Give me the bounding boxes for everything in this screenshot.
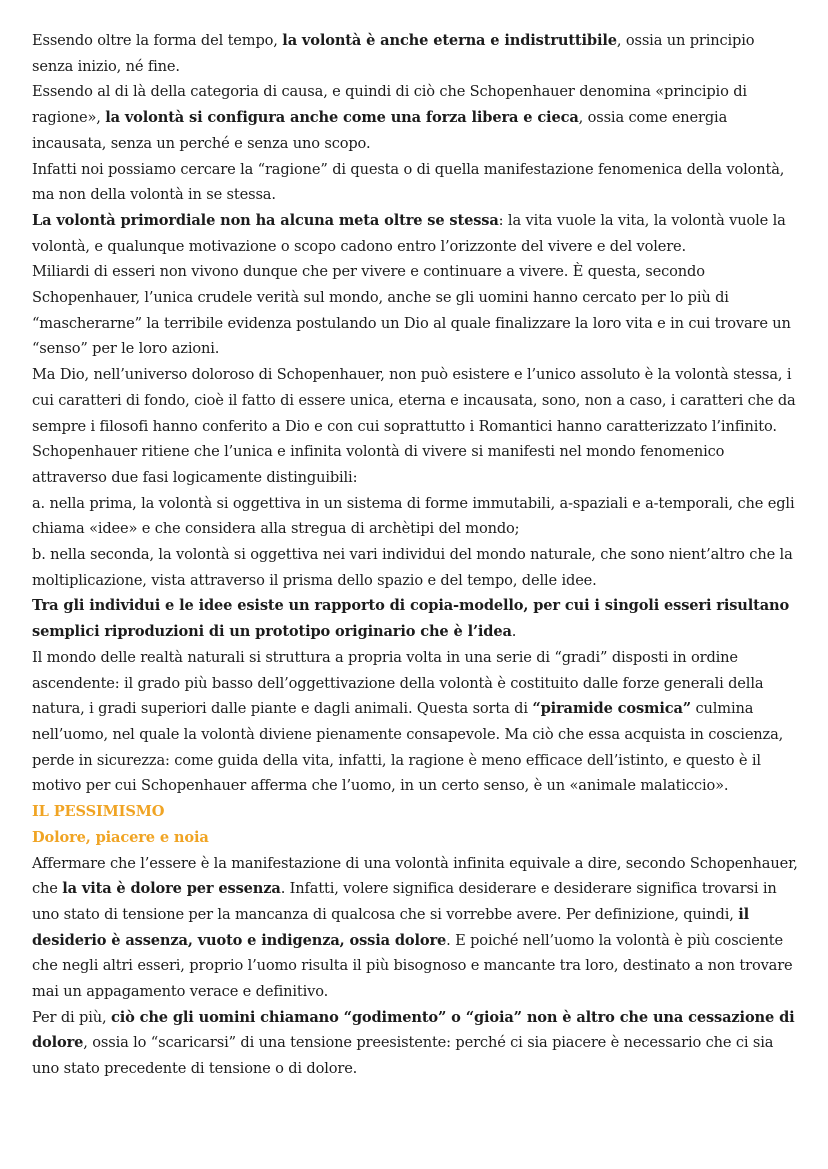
text-run: Miliardi di esseri non vivono dunque che per vivere e continuare a vivere. È questa, secondo Schopenhauer, l’unica crudele verità sul mondo, anche se gli uomini hanno cercato per lo più di “mascherarne” la terribile evidenza postulando un Dio al quale finalizzare la loro vita e in cui trovare un “senso” per le loro azioni. xyxy=(32,263,791,358)
paragraph-vita-dolore xyxy=(32,851,798,1005)
text-run: , ossia un principio senza inizio, né fine. xyxy=(32,32,755,75)
paragraph-volonta-primordiale xyxy=(32,208,798,259)
paragraph-piramide-cosmica xyxy=(32,645,798,799)
text-run: Infatti noi possiamo cercare la “ragione” di questa o di quella manifestazione fenomenica della volontà, ma non della volontà in se stessa. xyxy=(32,160,785,204)
paragraph-due-fasi xyxy=(32,439,798,490)
paragraph-ragione-manifestazione xyxy=(32,157,798,208)
text-run: culmina nell’uomo, nel quale la volontà diviene pienamente consapevole. Ma ciò che essa acquista in coscienza, perde in sicurezza: come guida della vita, infatti, la ragione è meno efficace dell’istinto, e questo è il motivo per cui Schopenhauer afferma che l’uomo, in un certo senso, è un «animale malaticcio». xyxy=(32,700,784,795)
text-run: Essendo al di là della categoria di causa, e quindi di ciò che Schopenhauer denomina «principio di ragione», xyxy=(32,83,747,127)
list-item-a xyxy=(32,491,798,542)
bold-text-run: la volontà è anche eterna e indistruttibile xyxy=(282,32,617,49)
bold-text-run: “piramide cosmica” xyxy=(532,700,692,718)
text-run: Per di più, xyxy=(32,1008,111,1026)
text-run: . xyxy=(511,623,517,641)
paragraph-dio-assoluto xyxy=(32,362,798,439)
paragraph-godimento-gioia xyxy=(32,1005,798,1082)
bold-text-run: il desiderio è assenza, vuoto e indigenza, ossia dolore xyxy=(32,905,749,949)
text-run: Il mondo delle realtà naturali si struttura a propria volta in una serie di “gradi” disposti in ordine ascendente: il grado più basso dell’oggettivazione della volontà è costituito dalle forze generali della natura, i gradi superiori dalle piante e dagli animali. Questa sorta di xyxy=(32,648,764,718)
text-run: . Infatti, volere significa desiderare e desiderare significa trovarsi in uno stato di tensione per la mancanza di qualcosa che si vorrebbe avere. Per definizione, quindi, xyxy=(32,880,777,923)
text-run: Affermare che l’essere è la manifestazione di una volontà infinita equivale a dire, secondo Schopenhauer, che xyxy=(32,854,798,898)
text-run: a. nella prima, la volontà si oggettiva in un sistema di forme immutabili, a-spaziali e a-temporali, che egli chiama «idee» e che considera alla stregua di archètipi del mondo; xyxy=(32,494,795,538)
text-run: , ossia come energia incausata, senza un perché e senza uno scopo. xyxy=(32,109,728,152)
text-run: Ma Dio, nell’universo doloroso di Schopenhauer, non può esistere e l’unico assoluto è la volontà stessa, i cui caratteri di fondo, cioè il fatto di essere unica, eterna e incausata, sono, non a caso, i caratteri che da sempre i filosofi hanno conferito a Dio e con cui soprattutto i Romantici hanno caratterizzato l’infinito. xyxy=(32,366,796,435)
bold-text-run: ciò che gli uomini chiamano “godimento” o “gioia” non è altro che una cessazione di dolore xyxy=(32,1008,795,1052)
text-run: b. nella seconda, la volontà si oggettiva nei vari individui del mondo naturale, che sono nient’altro che la moltiplicazione, vista attraverso il prisma dello spazio e del tempo, delle idee. xyxy=(32,546,793,589)
bold-text-run: La volontà primordiale non ha alcuna meta oltre se stessa xyxy=(32,211,499,229)
paragraph-volonta-libera-cieca xyxy=(32,79,798,156)
text-run: : la vita vuole la vita, la volontà vuole la volontà, e qualunque motivazione o scopo cadono entro l’orizzonte del vivere e del volere. xyxy=(32,211,786,255)
text-run: Essendo oltre la forma del tempo, xyxy=(32,32,283,49)
subsection-heading-dolore-piacere-noia: Dolore, piacere e noia xyxy=(32,828,209,846)
text-run: . E poiché nell’uomo la volontà è più cosciente che negli altri esseri, proprio l’uomo risulta il più bisognoso e mancante tra loro, destinato a non trovare mai un appagamento verace e definitivo. xyxy=(32,931,793,1001)
bold-text-run: la vita è dolore per essenza xyxy=(62,880,281,898)
bold-text-run: Tra gli individui e le idee esiste un rapporto di copia-modello, per cui i singoli esseri risultano semplici riproduzioni di un prototipo originario che è l’idea xyxy=(32,597,790,641)
bold-text-run: la volontà si configura anche come una forza libera e cieca xyxy=(105,109,579,127)
paragraph-miliardi-di-esseri xyxy=(32,259,798,362)
paragraph-volonta-eterna xyxy=(32,28,798,79)
text-run: Schopenhauer ritiene che l’unica e infinita volontà di vivere si manifesti nel mondo fenomenico attraverso due fasi logicamente distinguibili: xyxy=(32,443,725,486)
section-heading-pessimismo: IL PESSIMISMO xyxy=(32,803,165,821)
text-run: , ossia lo “scaricarsi” di una tensione preesistente: perché ci sia piacere è necessario che ci sia uno stato precedente di tensione o di dolore. xyxy=(32,1034,774,1078)
list-item-b xyxy=(32,542,798,593)
paragraph-copia-modello xyxy=(32,593,798,644)
